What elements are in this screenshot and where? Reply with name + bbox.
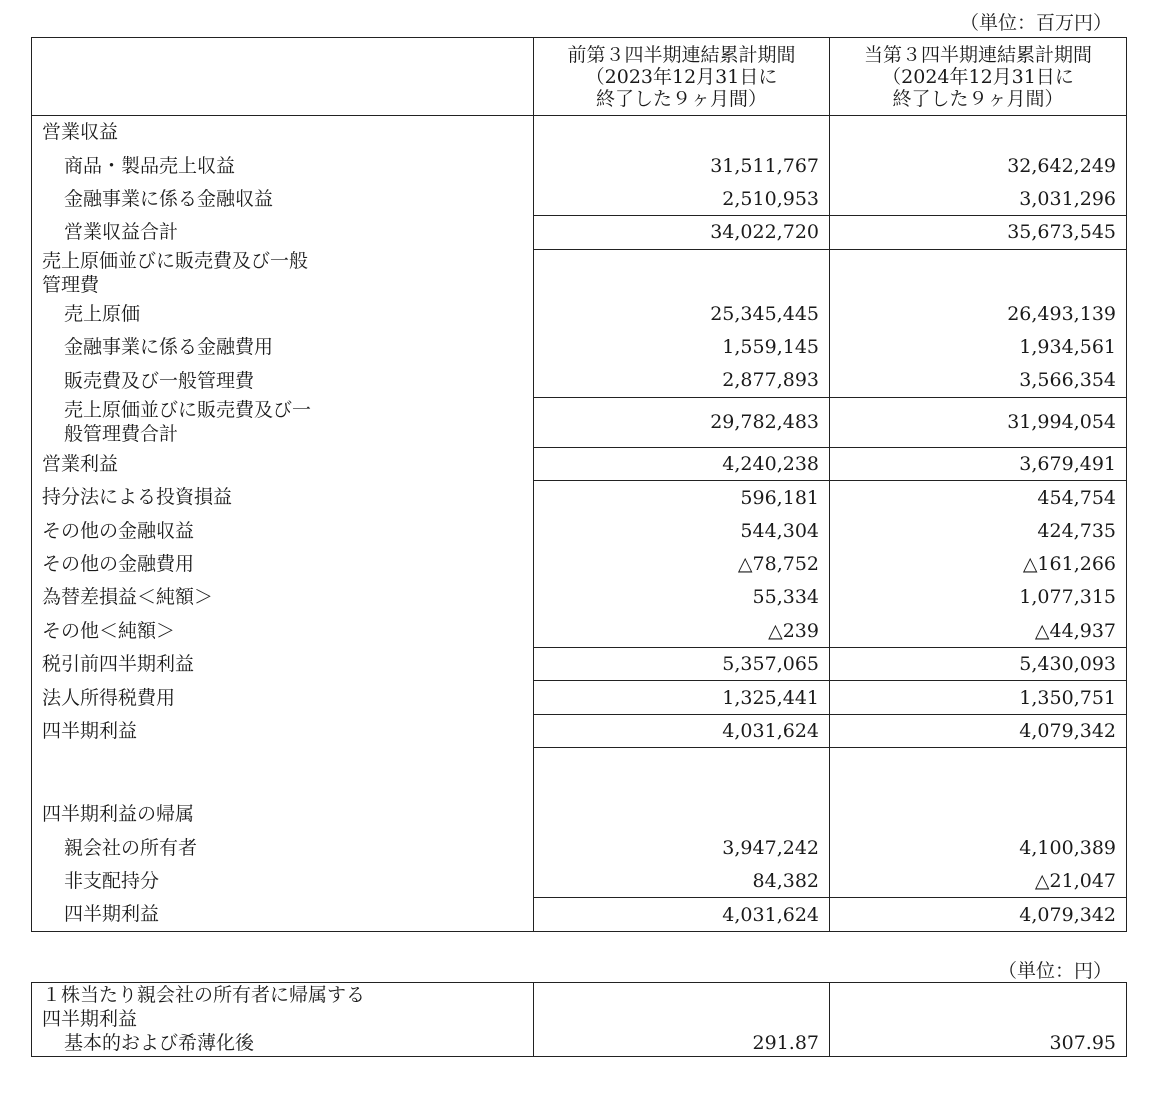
eps-prev-value: 291.87 (534, 983, 830, 1057)
curr-value: 424,735 (830, 514, 1127, 547)
row-label: 非支配持分 (32, 865, 534, 898)
header-curr-period (830, 38, 1127, 116)
curr-value: 454,754 (830, 481, 1127, 514)
spacer-cell (830, 748, 1127, 798)
eps-curr-value: 307.95 (830, 983, 1127, 1057)
row-label (32, 249, 534, 297)
curr-value: 5,430,093 (830, 648, 1127, 681)
header-curr-line3: 終了した９ヶ月間） (892, 87, 1064, 110)
row-label: 売上原価 (32, 297, 534, 330)
curr-value: 31,994,054 (830, 397, 1127, 447)
table-row (32, 116, 1127, 149)
prev-value: 2,510,953 (534, 182, 830, 215)
row-label: 営業利益 (32, 447, 534, 480)
unit-label-million: （単位：百万円） (959, 12, 1112, 34)
header-blank-cell (32, 38, 534, 116)
prev-value: 544,304 (534, 514, 830, 547)
eps-table (31, 982, 1127, 1057)
prev-value: 1,559,145 (534, 330, 830, 363)
table-row (32, 216, 1127, 249)
table-row (32, 249, 1127, 297)
prev-value: 4,240,238 (534, 447, 830, 480)
header-curr-line2: （2024年12月31日に (882, 65, 1074, 88)
prev-value: 34,022,720 (534, 216, 830, 249)
curr-value: △161,266 (830, 547, 1127, 580)
spacer-cell (534, 748, 830, 798)
curr-value: 4,079,342 (830, 898, 1127, 931)
curr-value: 3,031,296 (830, 182, 1127, 215)
curr-value: △21,047 (830, 865, 1127, 898)
table-row (32, 330, 1127, 363)
table-row (32, 547, 1127, 580)
row-label-text: 売上原価並びに販売費及び一般管理費合計 (64, 399, 312, 446)
row-label-text: 売上原価並びに販売費及び一般管理費 (42, 250, 309, 297)
curr-value: 1,350,751 (830, 681, 1127, 714)
table-row (32, 648, 1127, 681)
table-row (32, 831, 1127, 864)
row-label: 持分法による投資損益 (32, 481, 534, 514)
table-row (32, 447, 1127, 480)
row-label: 為替差損益＜純額＞ (32, 581, 534, 614)
table-row (32, 898, 1127, 931)
eps-label-line2: 四半期利益 (42, 1008, 138, 1030)
header-row (32, 38, 1127, 116)
prev-value: △239 (534, 614, 830, 647)
curr-value (830, 798, 1127, 831)
prev-value: 25,345,445 (534, 297, 830, 330)
curr-value: 35,673,545 (830, 216, 1127, 249)
row-label: 税引前四半期利益 (32, 648, 534, 681)
table-row (32, 581, 1127, 614)
curr-value (830, 249, 1127, 297)
row-label: 親会社の所有者 (32, 831, 534, 864)
prev-value: 84,382 (534, 865, 830, 898)
prev-value (534, 249, 830, 297)
curr-value: 4,100,389 (830, 831, 1127, 864)
header-prev-line3: 終了した９ヶ月間） (595, 87, 767, 110)
prev-value: △78,752 (534, 547, 830, 580)
spacer-row (32, 748, 1127, 798)
table-row (32, 182, 1127, 215)
row-label: その他＜純額＞ (32, 614, 534, 647)
curr-value (830, 116, 1127, 149)
prev-value: 3,947,242 (534, 831, 830, 864)
row-label: 販売費及び一般管理費 (32, 364, 534, 397)
table-row (32, 397, 1127, 447)
table-row (32, 614, 1127, 647)
prev-value: 1,325,441 (534, 681, 830, 714)
prev-value (534, 798, 830, 831)
curr-value: 1,077,315 (830, 581, 1127, 614)
row-label: 商品・製品売上収益 (32, 149, 534, 182)
header-prev-line1: 前第３四半期連結累計期間 (567, 43, 796, 66)
eps-label-line3: 基本的および希薄化後 (64, 1032, 255, 1054)
curr-value: 1,934,561 (830, 330, 1127, 363)
spacer-cell (32, 748, 534, 798)
prev-value: 4,031,624 (534, 898, 830, 931)
header-curr-line1: 当第３四半期連結累計期間 (863, 43, 1092, 66)
table-row (32, 514, 1127, 547)
curr-value: 3,566,354 (830, 364, 1127, 397)
row-label: 営業収益合計 (32, 216, 534, 249)
table-row (32, 714, 1127, 747)
curr-value: 3,679,491 (830, 447, 1127, 480)
prev-value: 31,511,767 (534, 149, 830, 182)
eps-label (32, 983, 534, 1057)
row-label: その他の金融費用 (32, 547, 534, 580)
eps-label-line1: １株当たり親会社の所有者に帰属する (42, 984, 366, 1006)
row-label: 法人所得税費用 (32, 681, 534, 714)
unit-label-yen: （単位：円） (997, 960, 1112, 982)
row-label: 金融事業に係る金融収益 (32, 182, 534, 215)
table-row (32, 364, 1127, 397)
row-label: 四半期利益 (32, 714, 534, 747)
table-row (32, 481, 1127, 514)
curr-value: 32,642,249 (830, 149, 1127, 182)
prev-value: 2,877,893 (534, 364, 830, 397)
prev-value: 5,357,065 (534, 648, 830, 681)
row-label: 営業収益 (32, 116, 534, 149)
prev-value: 29,782,483 (534, 397, 830, 447)
curr-value: 26,493,139 (830, 297, 1127, 330)
prev-value (534, 116, 830, 149)
prev-value: 55,334 (534, 581, 830, 614)
table-row (32, 798, 1127, 831)
header-prev-period (534, 38, 830, 116)
header-prev-line2: （2023年12月31日に (585, 65, 778, 88)
prev-value: 596,181 (534, 481, 830, 514)
row-label: 金融事業に係る金融費用 (32, 330, 534, 363)
income-statement-table (31, 37, 1127, 932)
row-label (32, 397, 534, 447)
curr-value: △44,937 (830, 614, 1127, 647)
table-row (32, 681, 1127, 714)
table-row (32, 149, 1127, 182)
row-label: その他の金融収益 (32, 514, 534, 547)
curr-value: 4,079,342 (830, 714, 1127, 747)
prev-value: 4,031,624 (534, 714, 830, 747)
table-row (32, 865, 1127, 898)
row-label: 四半期利益の帰属 (32, 798, 534, 831)
table-row (32, 297, 1127, 330)
row-label: 四半期利益 (32, 898, 534, 931)
eps-row (32, 983, 1127, 1057)
